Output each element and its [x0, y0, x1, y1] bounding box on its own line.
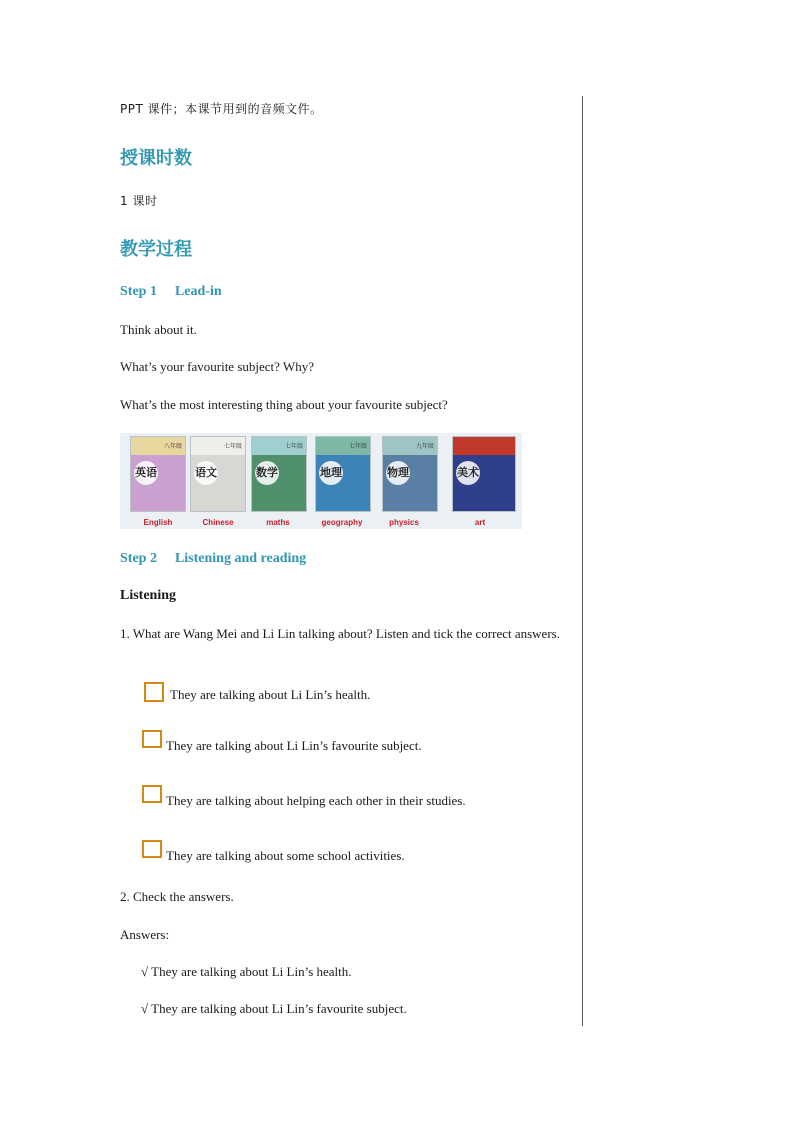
book-title: 地理: [319, 461, 343, 485]
book-label-art: art: [474, 518, 486, 527]
book-cover-physics: [382, 436, 438, 512]
book-label-maths: maths: [266, 518, 290, 527]
leadin-line-2: What’s your favourite subject? Why?: [120, 359, 314, 374]
checkbox-option-1[interactable]: [144, 682, 164, 702]
book-grade: 九年级: [415, 443, 434, 450]
leadin-line-3: What’s the most interesting thing about your favourite subject?: [120, 397, 448, 412]
listening-heading: Listening: [120, 588, 177, 603]
book-band: [453, 437, 515, 455]
book-grade: 八年级: [163, 443, 182, 450]
answer-1-text: They are talking about Li Lin’s health.: [151, 964, 352, 979]
step2-label: Step 2: [120, 551, 157, 566]
book-cover-english: [130, 436, 186, 512]
column-divider: [582, 96, 583, 1026]
heading-teaching-process: 教学过程: [120, 239, 192, 260]
checkbox-option-2[interactable]: [142, 730, 162, 748]
book-grade: 七年级: [284, 443, 303, 450]
leadin-line-1: Think about it.: [120, 322, 197, 337]
book-grade: 七年级: [348, 443, 367, 450]
answer-1: [141, 963, 352, 981]
book-title: 物理: [386, 461, 410, 485]
book-cover-maths: [251, 436, 307, 512]
book-cover-chinese: [190, 436, 246, 512]
book-title: 数学: [255, 461, 279, 485]
step2-heading: [120, 551, 306, 567]
book-grade: 七年级: [223, 443, 242, 450]
option-2-text: They are talking about Li Lin’s favourite subject.: [166, 738, 422, 753]
book-label-chinese: Chinese: [202, 518, 234, 527]
book-label-physics: physics: [389, 518, 419, 527]
option-1-text: They are talking about Li Lin’s health.: [170, 687, 371, 702]
book-cover-geography: [315, 436, 371, 512]
book-cover-art: [452, 436, 516, 512]
answers-label: Answers:: [120, 927, 170, 942]
step2-title: Listening and reading: [174, 551, 307, 566]
materials-line: PPT 课件；本课节用到的音频文件。: [120, 102, 323, 116]
teaching-hours-value: 1 课时: [120, 194, 158, 208]
question-1: 1. What are Wang Mei and Li Lin talking about? Listen and tick the correct answers.: [120, 626, 560, 641]
option-3-text: They are talking about helping each other in their studies.: [166, 793, 466, 808]
question-2: 2. Check the answers.: [120, 889, 234, 904]
step1-heading: [120, 284, 222, 300]
option-4-text: They are talking about some school activities.: [166, 848, 405, 863]
checkbox-option-3[interactable]: [142, 785, 162, 803]
heading-teaching-hours: 授课时数: [120, 148, 192, 169]
tick-icon: √: [141, 964, 149, 979]
answer-2: [141, 1000, 407, 1018]
step1-title: Lead-in: [174, 284, 222, 299]
book-label-english: English: [143, 518, 173, 527]
book-label-geography: geography: [321, 518, 363, 527]
book-title: 英语: [134, 461, 158, 485]
book-title: 美术: [456, 461, 480, 485]
answer-2-text: They are talking about Li Lin’s favourite subject.: [151, 1001, 407, 1016]
tick-icon: √: [141, 1001, 149, 1016]
step1-label: Step 1: [120, 284, 157, 299]
checkbox-option-4[interactable]: [142, 840, 162, 858]
book-title: 语文: [194, 461, 218, 485]
textbook-covers-image: [120, 433, 522, 529]
